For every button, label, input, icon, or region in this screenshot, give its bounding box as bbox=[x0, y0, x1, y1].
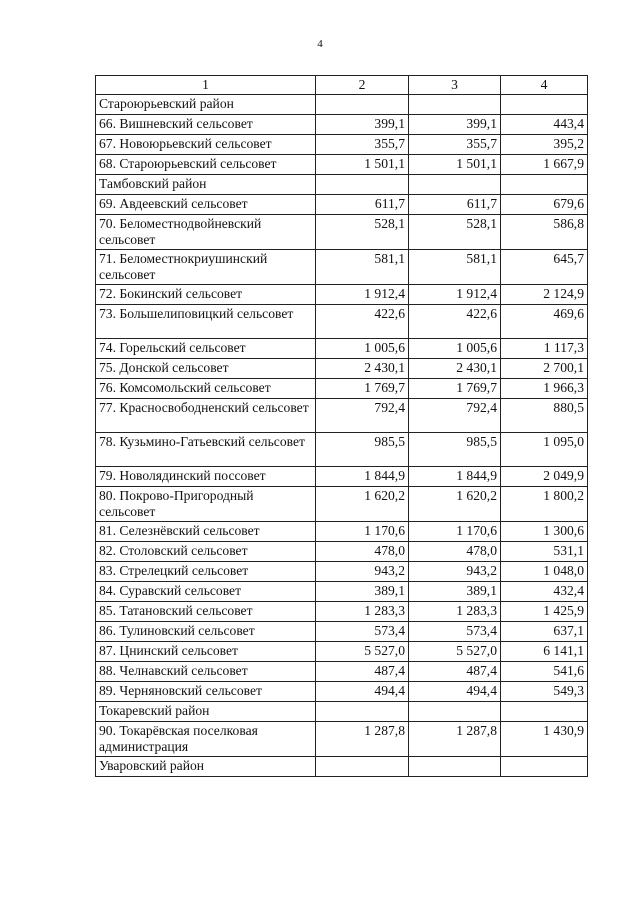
value-col-3: 494,4 bbox=[409, 682, 501, 702]
municipality-name: 72. Бокинский сельсовет bbox=[96, 285, 316, 305]
value-col-3: 1 287,8 bbox=[409, 722, 501, 757]
section-name: Староюрьевский район bbox=[96, 95, 316, 115]
empty-cell bbox=[409, 702, 501, 722]
value-col-3: 792,4 bbox=[409, 399, 501, 433]
value-col-3: 573,4 bbox=[409, 622, 501, 642]
table-section-row bbox=[96, 757, 588, 777]
value-col-2: 528,1 bbox=[316, 215, 409, 250]
value-col-3: 1 005,6 bbox=[409, 339, 501, 359]
table-row bbox=[96, 379, 588, 399]
value-col-4: 469,6 bbox=[501, 305, 588, 339]
municipality-name: 89. Черняновский сельсовет bbox=[96, 682, 316, 702]
value-col-4: 1 667,9 bbox=[501, 155, 588, 175]
table-row bbox=[96, 339, 588, 359]
table-row bbox=[96, 582, 588, 602]
municipality-name: 71. Беломестнокриушинский сельсовет bbox=[96, 250, 316, 285]
section-name: Тамбовский район bbox=[96, 175, 316, 195]
table-row bbox=[96, 622, 588, 642]
value-col-4: 541,6 bbox=[501, 662, 588, 682]
value-col-2: 1 501,1 bbox=[316, 155, 409, 175]
value-col-3: 5 527,0 bbox=[409, 642, 501, 662]
value-col-2: 487,4 bbox=[316, 662, 409, 682]
value-col-2: 422,6 bbox=[316, 305, 409, 339]
section-name: Токаревский район bbox=[96, 702, 316, 722]
value-col-2: 1 769,7 bbox=[316, 379, 409, 399]
value-col-2: 1 287,8 bbox=[316, 722, 409, 757]
value-col-2: 1 620,2 bbox=[316, 487, 409, 522]
empty-cell bbox=[409, 175, 501, 195]
municipality-name: 66. Вишневский сельсовет bbox=[96, 115, 316, 135]
table-row bbox=[96, 399, 588, 433]
value-col-3: 1 170,6 bbox=[409, 522, 501, 542]
municipality-name: 82. Столовский сельсовет bbox=[96, 542, 316, 562]
table-header-row bbox=[96, 76, 588, 95]
value-col-4: 432,4 bbox=[501, 582, 588, 602]
municipality-name: 83. Стрелецкий сельсовет bbox=[96, 562, 316, 582]
value-col-2: 478,0 bbox=[316, 542, 409, 562]
empty-cell bbox=[316, 175, 409, 195]
empty-cell bbox=[409, 757, 501, 777]
value-col-2: 389,1 bbox=[316, 582, 409, 602]
table-row bbox=[96, 662, 588, 682]
municipality-name: 87. Цнинский сельсовет bbox=[96, 642, 316, 662]
table-row bbox=[96, 433, 588, 467]
table-section-row bbox=[96, 95, 588, 115]
value-col-2: 1 912,4 bbox=[316, 285, 409, 305]
table-row bbox=[96, 522, 588, 542]
municipality-name: 81. Селезнёвский сельсовет bbox=[96, 522, 316, 542]
value-col-4: 531,1 bbox=[501, 542, 588, 562]
value-col-2: 355,7 bbox=[316, 135, 409, 155]
value-col-4: 586,8 bbox=[501, 215, 588, 250]
section-name: Уваровский район bbox=[96, 757, 316, 777]
value-col-3: 2 430,1 bbox=[409, 359, 501, 379]
municipality-name: 75. Донской сельсовет bbox=[96, 359, 316, 379]
table-row bbox=[96, 115, 588, 135]
table-row bbox=[96, 215, 588, 250]
municipality-name: 85. Татановский сельсовет bbox=[96, 602, 316, 622]
municipality-name: 86. Тулиновский сельсовет bbox=[96, 622, 316, 642]
value-col-3: 487,4 bbox=[409, 662, 501, 682]
table-row bbox=[96, 285, 588, 305]
table-row bbox=[96, 305, 588, 339]
table-row bbox=[96, 487, 588, 522]
value-col-4: 645,7 bbox=[501, 250, 588, 285]
value-col-2: 1 005,6 bbox=[316, 339, 409, 359]
table-row bbox=[96, 602, 588, 622]
table-row bbox=[96, 467, 588, 487]
municipality-name: 78. Кузьмино-Гатьевский сельсовет bbox=[96, 433, 316, 467]
value-col-4: 679,6 bbox=[501, 195, 588, 215]
table-section-row bbox=[96, 702, 588, 722]
municipality-name: 70. Беломестнодвойневский сельсовет bbox=[96, 215, 316, 250]
column-header-2: 2 bbox=[316, 76, 409, 95]
value-col-2: 1 170,6 bbox=[316, 522, 409, 542]
municipality-name: 74. Горельский сельсовет bbox=[96, 339, 316, 359]
empty-cell bbox=[501, 702, 588, 722]
empty-cell bbox=[501, 175, 588, 195]
municipality-name: 90. Токарёвская поселковая администрация bbox=[96, 722, 316, 757]
value-col-2: 581,1 bbox=[316, 250, 409, 285]
table-row bbox=[96, 542, 588, 562]
value-col-3: 943,2 bbox=[409, 562, 501, 582]
table-row bbox=[96, 155, 588, 175]
value-col-3: 611,7 bbox=[409, 195, 501, 215]
value-col-4: 1 430,9 bbox=[501, 722, 588, 757]
value-col-3: 389,1 bbox=[409, 582, 501, 602]
value-col-3: 1 283,3 bbox=[409, 602, 501, 622]
value-col-4: 549,3 bbox=[501, 682, 588, 702]
value-col-2: 494,4 bbox=[316, 682, 409, 702]
empty-cell bbox=[316, 757, 409, 777]
value-col-4: 1 048,0 bbox=[501, 562, 588, 582]
value-col-4: 2 124,9 bbox=[501, 285, 588, 305]
municipality-name: 67. Новоюрьевский сельсовет bbox=[96, 135, 316, 155]
value-col-2: 1 283,3 bbox=[316, 602, 409, 622]
value-col-3: 1 844,9 bbox=[409, 467, 501, 487]
value-col-4: 1 117,3 bbox=[501, 339, 588, 359]
value-col-3: 478,0 bbox=[409, 542, 501, 562]
table-row bbox=[96, 562, 588, 582]
municipality-name: 68. Староюрьевский сельсовет bbox=[96, 155, 316, 175]
table-row bbox=[96, 722, 588, 757]
table-body bbox=[96, 76, 588, 777]
column-header-1: 1 bbox=[96, 76, 316, 95]
value-col-4: 1 800,2 bbox=[501, 487, 588, 522]
value-col-4: 2 049,9 bbox=[501, 467, 588, 487]
value-col-2: 943,2 bbox=[316, 562, 409, 582]
value-col-4: 1 966,3 bbox=[501, 379, 588, 399]
value-col-2: 2 430,1 bbox=[316, 359, 409, 379]
table-row bbox=[96, 195, 588, 215]
value-col-2: 985,5 bbox=[316, 433, 409, 467]
value-col-2: 5 527,0 bbox=[316, 642, 409, 662]
table-row bbox=[96, 642, 588, 662]
municipality-name: 84. Суравский сельсовет bbox=[96, 582, 316, 602]
value-col-3: 581,1 bbox=[409, 250, 501, 285]
value-col-4: 637,1 bbox=[501, 622, 588, 642]
table-row bbox=[96, 359, 588, 379]
municipality-name: 79. Новолядинский поссовет bbox=[96, 467, 316, 487]
column-header-4: 4 bbox=[501, 76, 588, 95]
table-row bbox=[96, 135, 588, 155]
value-col-4: 395,2 bbox=[501, 135, 588, 155]
table-row bbox=[96, 250, 588, 285]
empty-cell bbox=[501, 757, 588, 777]
empty-cell bbox=[409, 95, 501, 115]
column-header-3: 3 bbox=[409, 76, 501, 95]
municipality-name: 77. Красносвободненский сельсовет bbox=[96, 399, 316, 433]
value-col-3: 1 912,4 bbox=[409, 285, 501, 305]
value-col-3: 422,6 bbox=[409, 305, 501, 339]
value-col-2: 792,4 bbox=[316, 399, 409, 433]
municipality-name: 69. Авдеевский сельсовет bbox=[96, 195, 316, 215]
value-col-4: 1 425,9 bbox=[501, 602, 588, 622]
value-col-4: 880,5 bbox=[501, 399, 588, 433]
value-col-3: 399,1 bbox=[409, 115, 501, 135]
value-col-3: 1 769,7 bbox=[409, 379, 501, 399]
value-col-3: 1 501,1 bbox=[409, 155, 501, 175]
empty-cell bbox=[316, 702, 409, 722]
page-number: 4 bbox=[317, 38, 323, 50]
value-col-2: 611,7 bbox=[316, 195, 409, 215]
municipality-name: 88. Челнавский сельсовет bbox=[96, 662, 316, 682]
value-col-2: 1 844,9 bbox=[316, 467, 409, 487]
value-col-3: 355,7 bbox=[409, 135, 501, 155]
empty-cell bbox=[501, 95, 588, 115]
value-col-2: 399,1 bbox=[316, 115, 409, 135]
value-col-3: 528,1 bbox=[409, 215, 501, 250]
empty-cell bbox=[316, 95, 409, 115]
table-row bbox=[96, 682, 588, 702]
value-col-4: 1 300,6 bbox=[501, 522, 588, 542]
value-col-3: 985,5 bbox=[409, 433, 501, 467]
value-col-4: 2 700,1 bbox=[501, 359, 588, 379]
municipality-name: 76. Комсомольский сельсовет bbox=[96, 379, 316, 399]
value-col-4: 6 141,1 bbox=[501, 642, 588, 662]
table-section-row bbox=[96, 175, 588, 195]
value-col-3: 1 620,2 bbox=[409, 487, 501, 522]
municipality-name: 80. Покрово-Пригородный сельсовет bbox=[96, 487, 316, 522]
data-table bbox=[95, 75, 588, 777]
value-col-4: 443,4 bbox=[501, 115, 588, 135]
value-col-4: 1 095,0 bbox=[501, 433, 588, 467]
municipality-name: 73. Большелиповицкий сельсовет bbox=[96, 305, 316, 339]
value-col-2: 573,4 bbox=[316, 622, 409, 642]
